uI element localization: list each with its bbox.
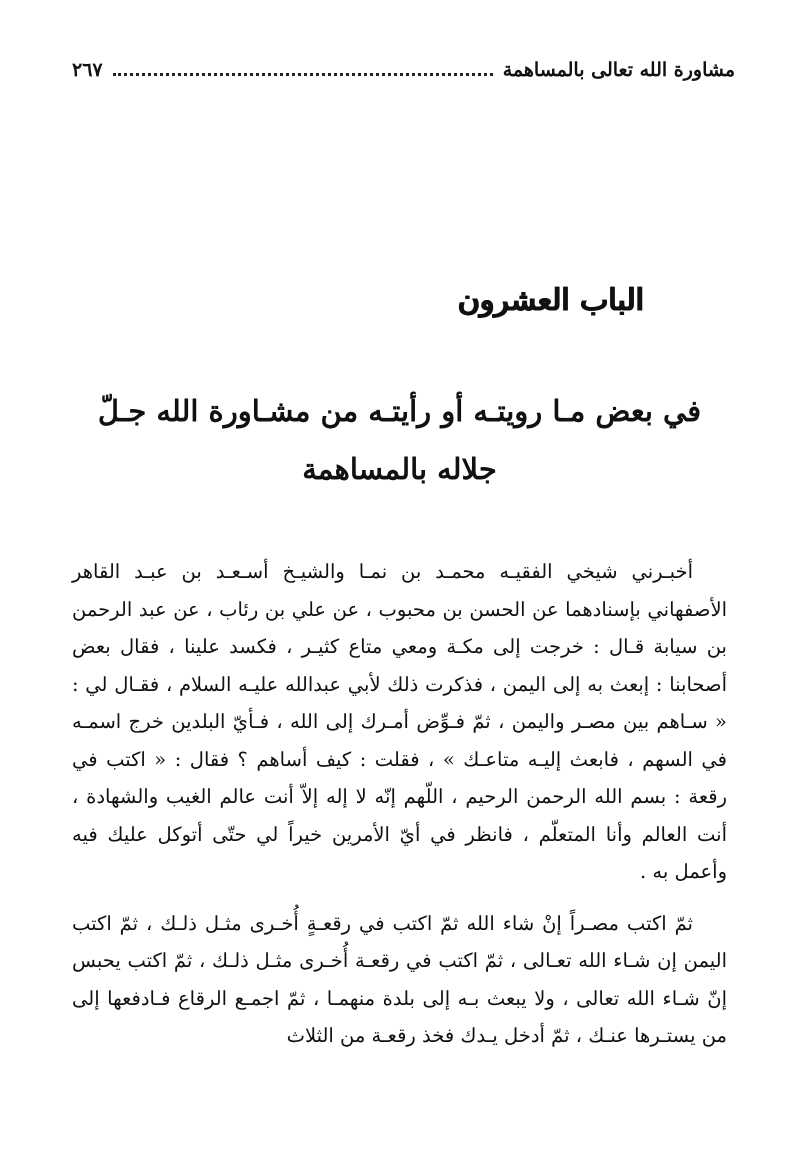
paragraph: أخبـرني شيخي الفقيـه محمـد بن نمـا والشيـخ أسـعـد بن عبـد القاهر الأصفهاني بإسنادهما عن الحسن بن محبوب ، عن علي بن رئاب ، عن عبد الرحمن بن سيابة قـال : خرجت إلى مكـة ومعي متاع كثيـر ، فكسد علينا ، فقال بعض أصحابنا : إبعث به إلى اليمن ، فذكرت ذلك لأبي عبدالله عليـه السلام ، فقـال لي : « سـاهم بين مصـر واليمن ، ثمّ فـوِّض أمـرك إلى الله ، فـأيّ البلدين خرج اسمـه في السهم ، فابعث إليـه متاعـك » ، فقلت : كيف أساهم ؟ فقال : « اكتب في رقعة : بسم الله الرحمن الرحيم ، اللّهم إنّه لا إله إلاّ أنت عالم الغيب والشهادة ، أنت العالم وأنا المتعلّم ، فانظر في أيّ الأمرين خيراً لي حتّى أتوكل عليك فيه وأعمل به . — [72, 560, 727, 883]
page-number: ٢٦٧ — [72, 59, 103, 81]
chapter-title — [90, 382, 709, 498]
running-header — [72, 52, 735, 88]
body-text — [72, 553, 727, 1055]
chapter-title-line-2: جلاله بالمساهمة — [302, 452, 497, 486]
chapter-title-line-1: في بعض مـا رويتـه أو رأيتـه من مشـاورة الله جـلّ — [97, 394, 702, 428]
running-title: مشاورة الله تعالى بالمساهمة — [502, 59, 735, 81]
paragraph: ثمّ اكتب مصـراً إنْ شاء الله ثمّ اكتب في رقعـةٍ أُخـرى مثـل ذلـك ، ثمّ اكتب اليمن إن شـاء الله تعـالى ، ثمّ اكتب في رقعـة أُخـرى مثـل ذلـك ، ثمّ اكتب يحبس إنّ شـاء الله تعالى ، ولا يبعث بـه إلى بلدة منهمـا ، ثمّ اجمـع الرقاع فـادفعها إلى من يستـرها عنـك ، ثمّ أدخل يـدك فخذ رقعـة من الثلاث — [72, 911, 727, 1047]
leader-dots — [113, 73, 493, 76]
chapter-label: الباب العشرون — [457, 283, 644, 318]
